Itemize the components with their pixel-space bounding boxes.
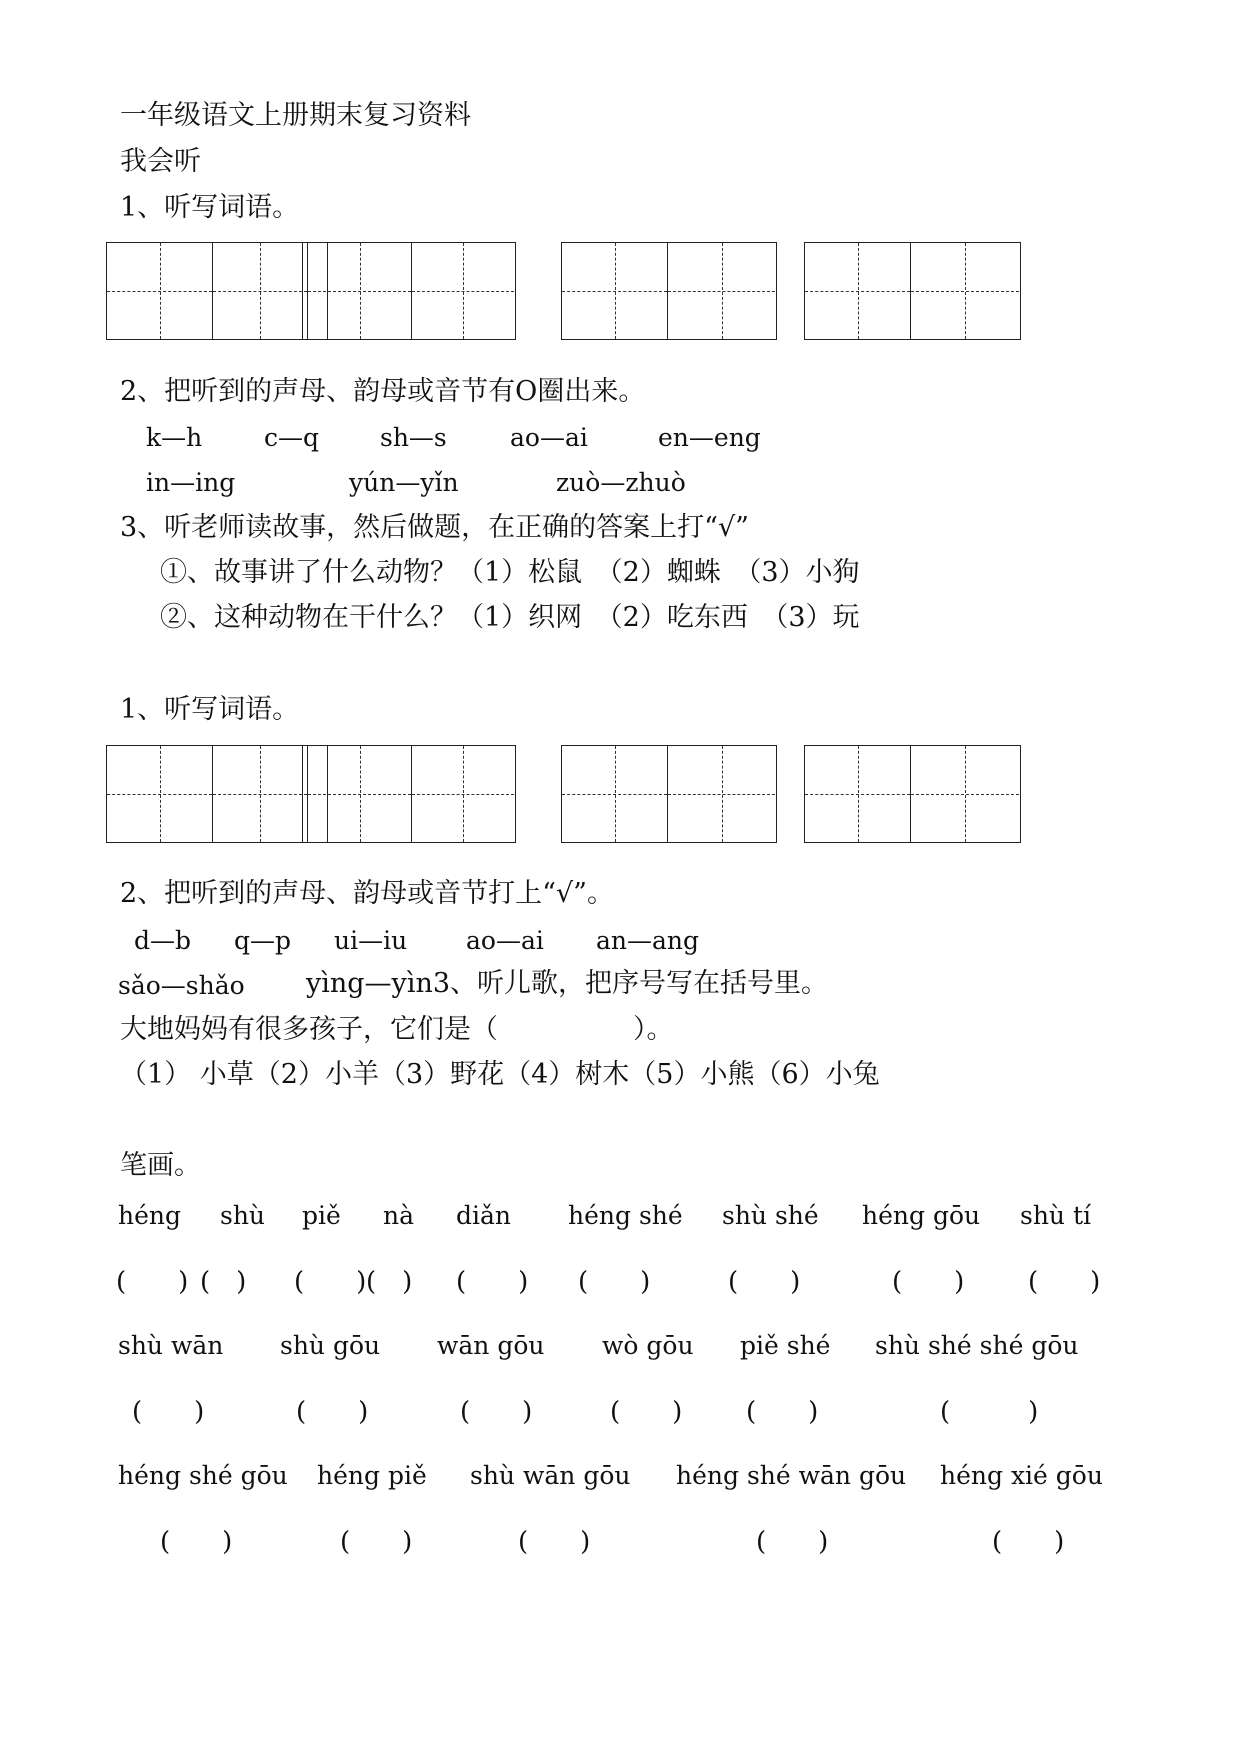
song-options: （1） 小草（2）小羊（3）野花（4）树木（5）小熊（6）小兔 [120,1059,880,1090]
answer-blank[interactable]: ( ) [992,1527,1065,1557]
pinyin-pair: sh—s [380,423,447,452]
writing-grid-two-cells[interactable] [561,242,777,340]
question-song: yìng—yìn3、听儿歌，把序号写在括号里。 [306,968,829,999]
stroke-name: shù shé [722,1201,819,1230]
writing-grid-four-cells[interactable] [106,242,516,340]
pinyin-pair: ui—iu [334,926,408,955]
question-circle-sounds: 2、把听到的声母、韵母或音节有O圈出来。 [120,376,646,407]
stroke-name: héng gōu [862,1201,981,1230]
question-dictation: 1、听写词语。 [120,694,300,725]
answer-blank[interactable]: ( ) [340,1527,413,1557]
answer-blank[interactable]: ( ) [518,1527,591,1557]
pinyin-pair: en—eng [658,423,761,452]
stroke-name: nà [383,1201,415,1230]
question-dictation: 1、听写词语。 [120,192,300,223]
answer-blank[interactable]: ( ) [940,1397,1039,1427]
pinyin-pair: k—h [146,423,203,452]
section-heading-listening: 我会听 [120,146,201,177]
question-story: 3、听老师读故事，然后做题，在正确的答案上打“√” [120,512,749,543]
answer-blank[interactable]: ( ) [116,1267,189,1297]
stroke-name: héng [118,1201,182,1230]
stroke-name: héng shé wān gōu [676,1461,907,1490]
answer-blank[interactable]: ( ) [132,1397,205,1427]
story-question-activity: ②、这种动物在干什么？（1）织网 （2）吃东西 （3）玩 [160,602,860,633]
stroke-name: shù wān [118,1331,224,1360]
stroke-name: héng xié gōu [940,1461,1103,1490]
answer-blank[interactable]: ( ) [294,1267,367,1297]
answer-blank[interactable]: ( ) [160,1527,233,1557]
question-check-sounds: 2、把听到的声母、韵母或音节打上“√”。 [120,878,614,909]
stroke-name: wān gōu [437,1331,545,1360]
stroke-name: shù [220,1201,266,1230]
song-question: 大地妈妈有很多孩子，它们是（ ）。 [120,1014,674,1045]
pinyin-pair: yún—yǐn [349,468,459,497]
pinyin-pair: q—p [234,926,292,955]
pinyin-pair: d—b [134,926,192,955]
pinyin-pair: zuò—zhuò [556,468,686,497]
answer-blank[interactable]: ( ) [756,1527,829,1557]
writing-grid-two-cells[interactable] [804,242,1021,340]
pinyin-pair: an—ang [596,926,700,955]
stroke-name: piě [302,1201,341,1230]
answer-blank[interactable]: ( ) [1028,1267,1101,1297]
pinyin-pair: c—q [264,423,320,452]
pinyin-pair: sǎo—shǎo [118,971,245,1000]
answer-blank[interactable]: ( ) [200,1267,247,1297]
answer-blank[interactable]: ( ) [296,1397,369,1427]
writing-grid-four-cells[interactable] [106,745,516,843]
stroke-name: shù shé shé gōu [875,1331,1079,1360]
answer-blank[interactable]: ( ) [892,1267,965,1297]
answer-blank[interactable]: ( ) [610,1397,683,1427]
writing-grid-two-cells[interactable] [561,745,777,843]
stroke-name: wò gōu [602,1331,694,1360]
stroke-name: shù tí [1020,1201,1092,1230]
stroke-name: shù wān gōu [470,1461,631,1490]
story-question-animal: ①、故事讲了什么动物？（1）松鼠 （2）蜘蛛 （3）小狗 [160,557,860,588]
page-title: 一年级语文上册期末复习资料 [120,100,471,131]
pinyin-pair: ao—ai [466,926,544,955]
stroke-name: shù gōu [280,1331,381,1360]
answer-blank[interactable]: ( ) [366,1267,413,1297]
pinyin-pair: in—ing [146,468,236,497]
answer-blank[interactable]: ( ) [456,1267,529,1297]
stroke-name: héng shé gōu [118,1461,288,1490]
stroke-name: héng shé [568,1201,683,1230]
stroke-name: diǎn [456,1201,512,1230]
answer-blank[interactable]: ( ) [578,1267,651,1297]
pinyin-pair: ao—ai [510,423,588,452]
stroke-name: héng piě [317,1461,427,1490]
answer-blank[interactable]: ( ) [728,1267,801,1297]
answer-blank[interactable]: ( ) [460,1397,533,1427]
stroke-name: piě shé [740,1331,831,1360]
answer-blank[interactable]: ( ) [746,1397,819,1427]
section-heading-strokes: 笔画。 [120,1150,201,1181]
writing-grid-two-cells[interactable] [804,745,1021,843]
